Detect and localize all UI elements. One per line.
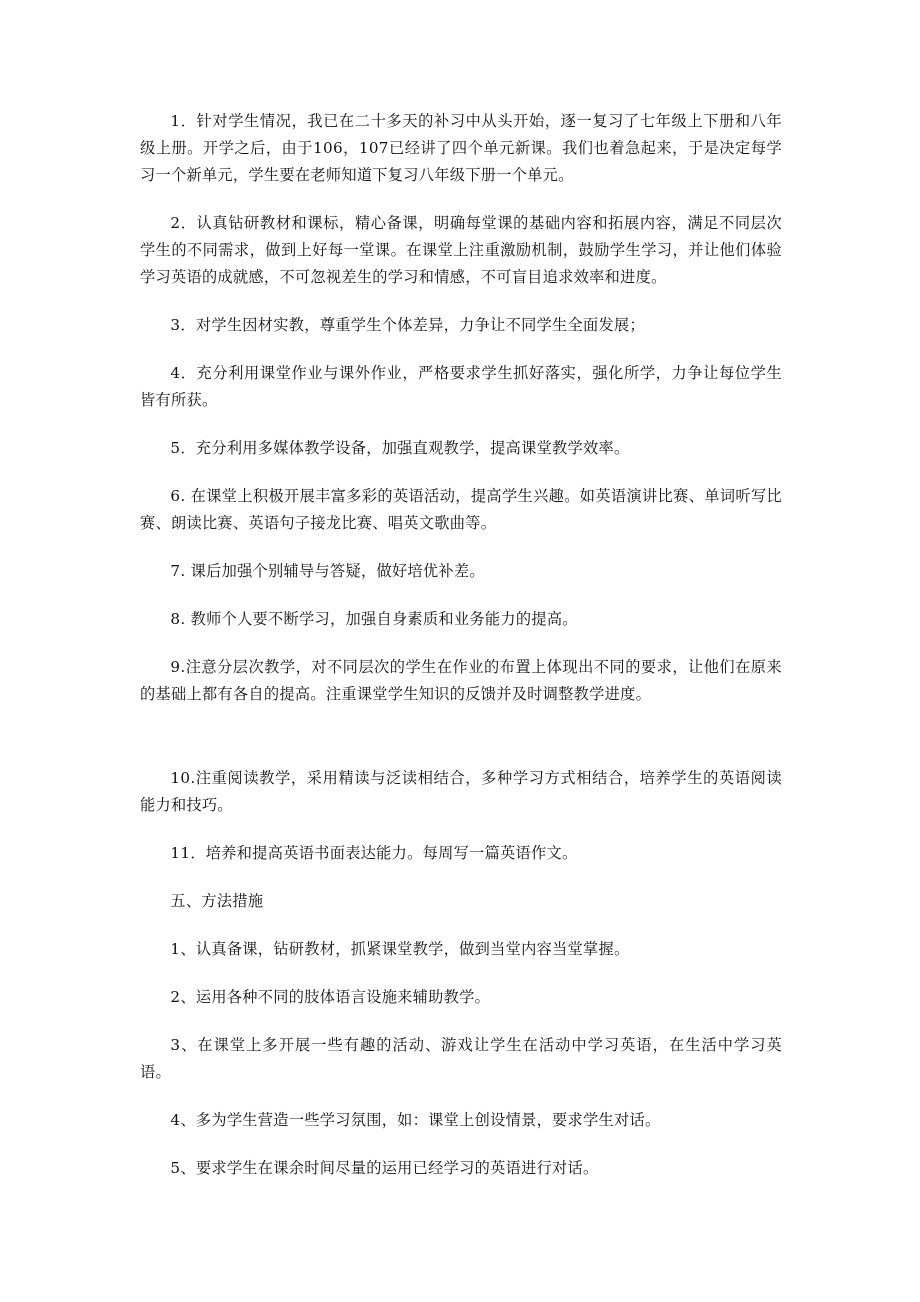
paragraph-4: 4．充分利用课堂作业与课外作业，严格要求学生抓好落实，强化所学，力争让每位学生皆有所获。 xyxy=(140,364,782,409)
document-body xyxy=(140,108,782,1203)
method-item-5: 5、要求学生在课余时间尽量的运用已经学习的英语进行对话。 xyxy=(170,1159,599,1177)
paragraph-5: 5．充分利用多媒体教学设备，加强直观教学，提高课堂教学效率。 xyxy=(170,439,630,457)
paragraph-1: 1．针对学生情况，我已在二十多天的补习中从头开始，逐一复习了七年级上下册和八年级上册。开学之后，由于106，107已经讲了四个单元新课。我们也着急起来，于是决定每学习一个新单元，学生要在老师知道下复习八年级下册一个单元。 xyxy=(140,112,782,184)
method-item-3: 3、在课堂上多开展一些有趣的活动、游戏让学生在活动中学习英语，在生活中学习英语。 xyxy=(140,1036,782,1081)
paragraph-2: 2．认真钻研教材和课标，精心备课，明确每堂课的基础内容和拓展内容，满足不同层次学生的不同需求，做到上好每一堂课。在课堂上注重激励机制，鼓励学生学习，并让他们体验学习英语的成就感，不可忽视差生的学习和情感，不可盲目追求效率和进度。 xyxy=(140,214,782,286)
paragraph-11: 11．培养和提高英语书面表达能力。每周写一篇英语作文。 xyxy=(170,844,578,862)
method-item-2: 2、运用各种不同的肢体语言设施来辅助教学。 xyxy=(170,988,491,1006)
paragraph-3: 3．对学生因材实教，尊重学生个体差异，力争让不同学生全面发展； xyxy=(170,316,645,334)
paragraph-7: 7. 课后加强个别辅导与答疑，做好培优补差。 xyxy=(170,562,485,580)
paragraph-9: 9.注意分层次教学，对不同层次的学生在作业的布置上体现出不同的要求，让他们在原来的基础上都有各自的提高。注重课堂学生知识的反馈并及时调整教学进度。 xyxy=(140,658,782,703)
section-heading-methods: 五、方法措施 xyxy=(170,892,264,910)
paragraph-10: 10.注重阅读教学，采用精读与泛读相结合，多种学习方式相结合，培养学生的英语阅读能力和技巧。 xyxy=(140,769,782,814)
paragraph-8: 8. 教师个人要不断学习，加强自身素质和业务能力的提高。 xyxy=(170,610,578,628)
paragraph-6: 6. 在课堂上积极开展丰富多彩的英语活动，提高学生兴趣。如英语演讲比赛、单词听写比赛、朗读比赛、英语句子接龙比赛、唱英文歌曲等。 xyxy=(140,487,782,532)
method-item-4: 4、多为学生营造一些学习氛围，如：课堂上创设情景，要求学生对话。 xyxy=(170,1111,661,1129)
method-item-1: 1、认真备课，钻研教材，抓紧课堂教学，做到当堂内容当堂掌握。 xyxy=(170,940,630,958)
